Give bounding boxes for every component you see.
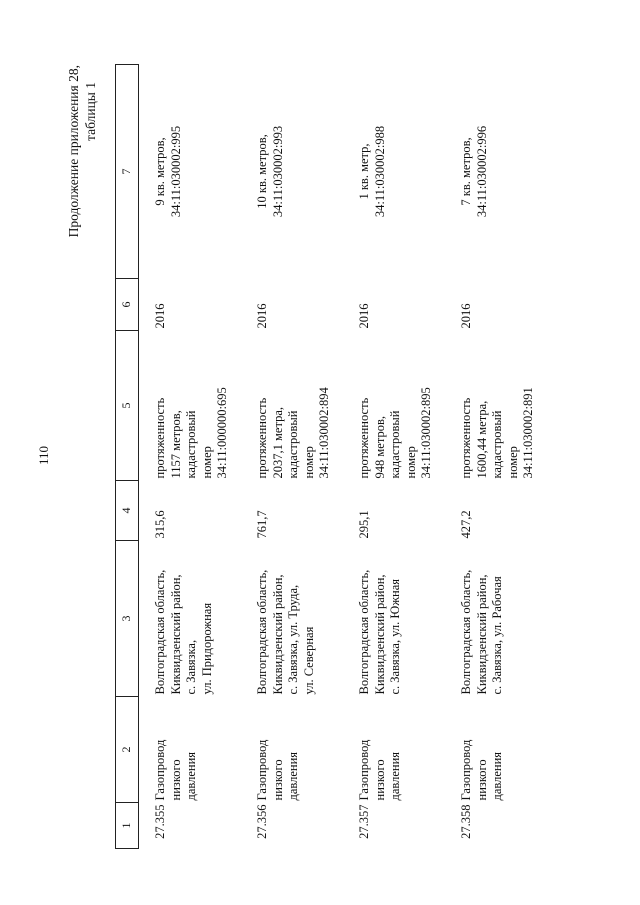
text-line: Газопровод низкого: [459, 739, 489, 801]
property-table: [115, 64, 547, 849]
text-line: 1 кв. метр,: [357, 143, 371, 200]
land-plot: [445, 65, 547, 279]
object-value: 315,6: [153, 510, 167, 539]
header-cell: 7: [116, 65, 139, 279]
object-name: [445, 697, 547, 803]
row-number: 27.355: [153, 804, 167, 839]
text-line: номер: [199, 446, 214, 479]
text-line: ул. Придорожная: [199, 602, 214, 695]
header-row: [116, 65, 139, 849]
text-line: Газопровод низкого: [255, 739, 285, 801]
header-cell: 2: [116, 697, 139, 803]
text-line: 7 кв. метров,: [459, 137, 473, 206]
caption-line-1: Продолжение приложения 28,: [66, 65, 81, 238]
text-line: с. Завязка, ул. Труда,: [286, 584, 300, 695]
row-number: 27.356: [255, 804, 269, 839]
text-line: протяженность: [459, 397, 473, 479]
header-cell: 5: [116, 331, 139, 481]
header-cell: 4: [116, 481, 139, 541]
object-address: [139, 541, 242, 697]
text-line: номер: [505, 446, 520, 479]
header-cell: 6: [116, 279, 139, 331]
appendix-caption: [65, 0, 99, 420]
row-number: 27.357: [357, 804, 371, 839]
page-number: 110: [36, 445, 51, 465]
text-line: протяженность: [153, 397, 167, 479]
object-value: 427,2: [459, 510, 473, 539]
object-year: 2016: [255, 303, 269, 329]
text-line: 1157 метров,: [168, 410, 183, 479]
text-line: давления: [388, 751, 402, 801]
text-line: Газопровод низкого: [153, 739, 183, 801]
text-line: 34:11:030002:996: [474, 125, 489, 218]
land-plot: [241, 65, 343, 279]
text-line: Газопровод низкого: [357, 739, 387, 801]
table-row: [241, 65, 343, 849]
text-line: с. Завязка, ул. Южная: [388, 578, 402, 695]
text-line: номер: [301, 446, 316, 479]
object-name: [343, 697, 445, 803]
text-line: Волгоградская область,: [459, 569, 473, 695]
text-line: Волгоградская область,: [153, 569, 167, 695]
text-line: с. Завязка,: [184, 639, 198, 695]
object-year: 2016: [153, 303, 167, 329]
text-line: 34:11:030002:894: [317, 387, 331, 479]
text-line: Киквидзенский район,: [168, 574, 183, 695]
text-line: кадастровый: [286, 410, 300, 479]
text-line: протяженность: [255, 397, 269, 479]
object-address: [343, 541, 445, 697]
text-line: 10 кв. метров,: [255, 134, 269, 209]
text-line: 34:11:030002:993: [270, 125, 285, 218]
land-plot: [343, 65, 445, 279]
text-line: 34:11:030002:995: [168, 125, 183, 218]
object-address: [445, 541, 547, 697]
object-name: [139, 697, 242, 803]
caption-line-2: таблицы 1: [83, 82, 98, 141]
text-line: Волгоградская область,: [255, 569, 269, 695]
text-line: 9 кв. метров,: [153, 137, 167, 206]
object-value: 295,1: [357, 510, 371, 539]
object-year: 2016: [357, 303, 371, 329]
text-line: Волгоградская область,: [357, 569, 371, 695]
text-line: Киквидзенский район,: [372, 574, 387, 695]
header-cell: 1: [116, 803, 139, 849]
table-row: [343, 65, 445, 849]
object-description: [343, 331, 445, 481]
text-line: давления: [490, 751, 504, 801]
table-row: [445, 65, 547, 849]
text-line: 34:11:000000:695: [215, 387, 229, 479]
row-number: 27.358: [459, 804, 473, 839]
object-description: [139, 331, 242, 481]
text-line: 34:11:030002:895: [419, 387, 433, 479]
text-line: Киквидзенский район,: [270, 574, 285, 695]
table-row: [139, 65, 242, 849]
header-cell: 3: [116, 541, 139, 697]
text-line: номер: [403, 446, 418, 479]
land-plot: [139, 65, 242, 279]
text-line: 34:11:030002:988: [372, 125, 387, 218]
text-line: кадастровый: [388, 410, 402, 479]
text-line: протяженность: [357, 397, 371, 479]
object-year: 2016: [459, 303, 473, 329]
text-line: Киквидзенский район,: [474, 574, 489, 695]
object-value: 761,7: [255, 510, 269, 539]
text-line: с. Завязка, ул. Рабочая: [490, 576, 504, 695]
text-line: давления: [184, 751, 198, 801]
object-description: [445, 331, 547, 481]
object-description: [241, 331, 343, 481]
text-line: ул. Северная: [301, 626, 316, 695]
text-line: кадастровый: [490, 410, 504, 479]
text-line: 948 метров,: [372, 416, 387, 479]
object-name: [241, 697, 343, 803]
text-line: 34:11:030002:891: [521, 387, 535, 479]
text-line: давления: [286, 751, 300, 801]
object-address: [241, 541, 343, 697]
text-line: 1600,44 метра,: [474, 400, 489, 479]
text-line: 2037,1 метра,: [270, 407, 285, 479]
text-line: кадастровый: [184, 410, 198, 479]
